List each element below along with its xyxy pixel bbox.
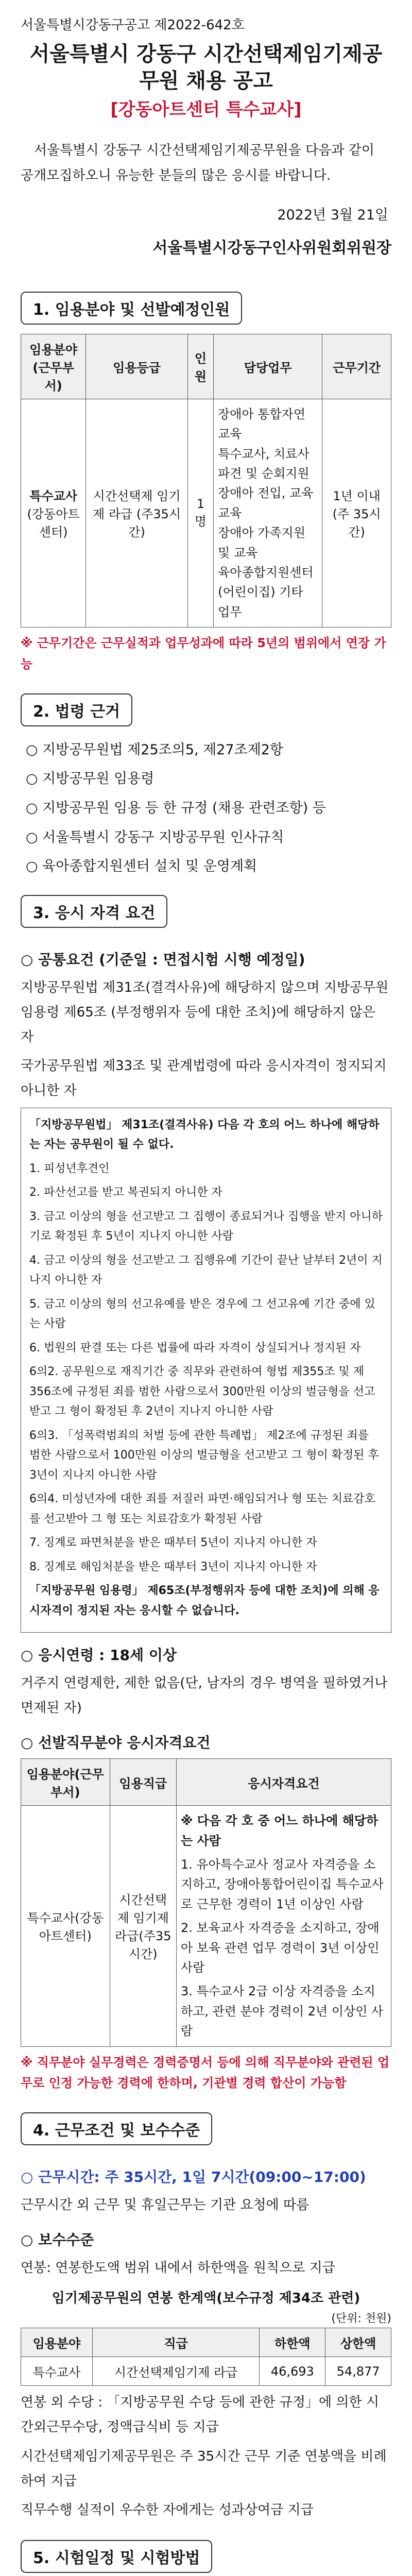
dq-item: 6. 법원의 판결 또는 다른 법률에 따라 자격이 상실되거나 정지된 자	[29, 1341, 361, 1354]
section-5-heading: 5. 시험일정 및 시험방법	[21, 2540, 212, 2573]
col-grade: 임용직급	[110, 1759, 176, 1806]
pay-table-title: 임기제공무원의 연봉 한계액(보수규정 제34조 관련)	[52, 2291, 360, 2307]
table-row	[21, 1806, 391, 2046]
notice-number: 서울특별시강동구공고 제2022-642호	[21, 18, 245, 33]
pay-note-item: 시간선택제임기제공무원은 주 35시간 근무 기준 연봉액을 비례하여 지급	[21, 2448, 387, 2489]
req-field: 특수교사(강동아트센터)	[21, 1806, 110, 2046]
disqualification-box	[21, 1108, 391, 1633]
list-item: ○ 지방공무원 임용령	[26, 765, 391, 794]
pay-note: 연봉: 연봉한도액 범위 내에서 하한액을 원칙으로 지급	[21, 2260, 335, 2276]
col-count: 인원	[187, 334, 213, 399]
duty-item: 특수교사, 치료사 파견 및 순회지원	[218, 446, 310, 481]
dq-extra: 「지방공무원 임용령」 제65조(부정행위자 등에 대한 조치)에 의해 응시자격이 정지된 자는 응시할 수 없습니다.	[29, 1584, 380, 1617]
dq-item: 6의4. 미성년자에 대한 죄를 저질러 파면·해임되거나 형 또는 치료감호를 선고받아 그 형 또는 치료감호가 확정된 사람	[29, 1493, 375, 1526]
requirement-table	[21, 1758, 391, 2046]
field-name: 특수교사	[29, 489, 78, 504]
col-lower: 하한액	[260, 2328, 325, 2357]
req-footnote: ※ 직무분야 실무경력은 경력증명서 등에 의해 직무분야와 관련된 업무로 인정 가능한 경력에 한하며, 기관별 경력 합산이 가능함	[21, 2055, 390, 2091]
pay-title: ○ 보수수준	[21, 2231, 94, 2249]
condition-item: 3. 특수교사 2급 이상 자격증을 소지하고, 관련 분야 경력이 2년 이상인 사람	[180, 1984, 384, 2039]
grade-cell: 시간선택제 임기제 라급 (주35시간)	[86, 399, 188, 627]
pay-note-item: 연봉 외 수당 : 「지방공무원 수당 등에 관한 규정」에 의한 시간외근무수당, 정액급식비 등 지급	[21, 2395, 379, 2435]
col-duties: 담당업무	[214, 334, 322, 399]
list-item: ○ 지방공무원법 제25조의5, 제27조제2항	[26, 736, 391, 765]
pay-field: 특수교사	[21, 2357, 93, 2386]
field-dept: (강동아트센터)	[27, 507, 80, 540]
dq-item: 8. 징계로 해임처분을 받은 때부터 3년이 지나지 아니한 자	[29, 1560, 317, 1573]
dq-item: 2. 파산선고를 받고 복권되지 아니한 자	[29, 1186, 222, 1199]
col-period: 근무기간	[322, 334, 391, 399]
section-3-heading: 3. 응시 자격 요건	[21, 895, 167, 928]
col-grade: 임용등급	[86, 334, 188, 399]
dq-item: 5. 금고 이상의 형의 선고유예를 받은 경우에 그 선고유예 기간 중에 있는 사람	[29, 1297, 375, 1331]
basic-item: 국가공무원법 제33조 및 관계법령에 따라 응시자격이 정지되지 아니한 자	[21, 1058, 387, 1099]
pay-grade: 시간선택제임기제 라급	[92, 2357, 260, 2386]
pay-unit: (단위: 천원)	[331, 2312, 391, 2326]
section-1-heading: 1. 임용분야 및 선발예정인원	[21, 292, 242, 325]
hours-title: ○ 근무시간: 주 35시간, 1일 7시간(09:00~17:00)	[21, 2168, 366, 2186]
section-4-heading: 4. 근무조건 및 보수수준	[21, 2112, 212, 2145]
notice-date: 2022년 3월 21일	[277, 207, 388, 223]
pay-note-item: 직무수행 실적이 우수한 자에게는 성과상여금 지급	[21, 2502, 314, 2518]
pay-lower: 46,693	[260, 2357, 325, 2386]
dq-item: 3. 금고 이상의 형을 선고받고 그 집행이 종료되거나 집행을 받지 아니하기로 확정된 후 5년이 지나지 아니한 사람	[29, 1210, 383, 1243]
basic-title: ○ 공통요건 (기준일 : 면접시험 시행 예정일)	[21, 951, 305, 969]
pay-upper: 54,877	[325, 2357, 391, 2386]
dq-item: 6의2. 공무원으로 재직기간 중 직무와 관련하여 형법 제355조 및 제356조에 규정된 죄를 범한 사람으로서 300만원 이상의 벌금형을 선고받고 그 형이 확정된 후 2년이 지나지 아니한 사람	[29, 1365, 375, 1418]
req-grade: 시간선택제 임기제 라급(주35시간)	[110, 1806, 176, 2046]
dq-title: 「지방공무원법」 제31조(결격사유) 다음 각 호의 어느 하나에 해당하는 자는 공무원이 될 수 없다.	[29, 1118, 380, 1151]
dq-item: 7. 징계로 파면처분을 받은 때부터 5년이 지나지 아니한 자	[29, 1536, 317, 1550]
condition-item: 1. 유아특수교사 정교사 자격증을 소지하고, 장애아통합어린이집 특수교사로 근무한 경력이 1년 이상인 사람	[180, 1857, 384, 1911]
count-cell: 1명	[187, 399, 213, 627]
col-conditions: 응시자격요건	[176, 1759, 391, 1806]
dq-item: 4. 금고 이상의 형을 선고받고 그 집행유예 기간이 끝난 날부터 2년이 지나지 아니한 자	[29, 1253, 383, 1287]
page-title: 서울특별시 강동구 시간선택제임기제공무원 채용 공고	[29, 42, 383, 93]
col-grade: 직급	[92, 2328, 260, 2357]
law-list	[21, 736, 391, 882]
list-item: ○ 서울특별시 강동구 지방공무원 인사규칙	[26, 823, 391, 853]
table-row	[21, 2357, 391, 2386]
list-item: ○ 지방공무원 임용 등 한 규정 (채용 관련조항) 등	[26, 794, 391, 823]
condition-item: ※ 다음 각 호 중 어느 하나에 해당하는 사람	[180, 1814, 379, 1848]
table-row	[21, 399, 391, 627]
position-table	[21, 334, 391, 628]
duty-item: 장애아 가족지원 및 교육	[218, 526, 306, 560]
page-subtitle: [강동아트센터 특수교사]	[110, 99, 302, 120]
age-title: ○ 응시연령 : 18세 이상	[21, 1647, 177, 1664]
section-1-footnote: ※ 근무기간은 근무실적과 업무성과에 따라 5년의 범위에서 연장 가능	[21, 636, 386, 671]
list-item: ○ 육아종합지원센터 설치 및 운영계획	[26, 852, 391, 882]
col-upper: 상한액	[325, 2328, 391, 2357]
dq-item: 6의3. 「성폭력범죄의 처벌 등에 관한 특례법」 제2조에 규정된 죄를 범한 사람으로서 100만원 이상의 벌금형을 선고받고 그 형이 확정된 후 3년이 지나지 아니한 사람	[29, 1429, 379, 1482]
req-title: ○ 선발직무분야 응시자격요건	[21, 1734, 211, 1752]
section-2-heading: 2. 법령 근거	[21, 693, 132, 726]
col-field: 임용분야(근무부서)	[21, 334, 86, 399]
req-conditions	[176, 1806, 391, 2046]
pay-table	[21, 2328, 391, 2386]
period-cell: 1년 이내 (주 35시간)	[322, 399, 391, 627]
duty-item: 장애아 전입, 교육교육	[218, 486, 314, 520]
duty-item: 장애아 통합자연 교육	[218, 406, 306, 442]
lead-paragraph: 서울특별시 강동구 시간선택제임기제공무원을 다음과 같이 공개모집하오니 유능한 분들의 많은 응시를 바랍니다.	[21, 143, 374, 184]
duties-cell	[214, 399, 322, 627]
dq-item: 1. 피성년후견인	[29, 1162, 110, 1175]
age-note: 거주지 연령제한, 제한 없음(단, 남자의 경우 병역을 필하였거나 면제된 자)	[21, 1675, 388, 1716]
hours-note: 근무시간 외 근무 및 휴일근무는 기관 요청에 따름	[21, 2197, 310, 2213]
col-field: 임용분야	[21, 2328, 93, 2357]
condition-item: 2. 보육교사 자격증을 소지하고, 장애아 보육 관련 업무 경력이 3년 이상인 사람	[180, 1921, 380, 1975]
col-field: 임용분야(근무부서)	[21, 1759, 110, 1806]
basic-item: 지방공무원법 제31조(결격사유)에 해당하지 않으며 지방공무원 임용령 제65조 (부정행위자 등에 대한 조치)에 해당하지 않은 자	[21, 980, 389, 1045]
issuer: 서울특별시강동구인사위원회위원장	[152, 239, 391, 257]
duty-item: 육아종합지원센터(어린이집) 기타 업무	[218, 565, 314, 619]
